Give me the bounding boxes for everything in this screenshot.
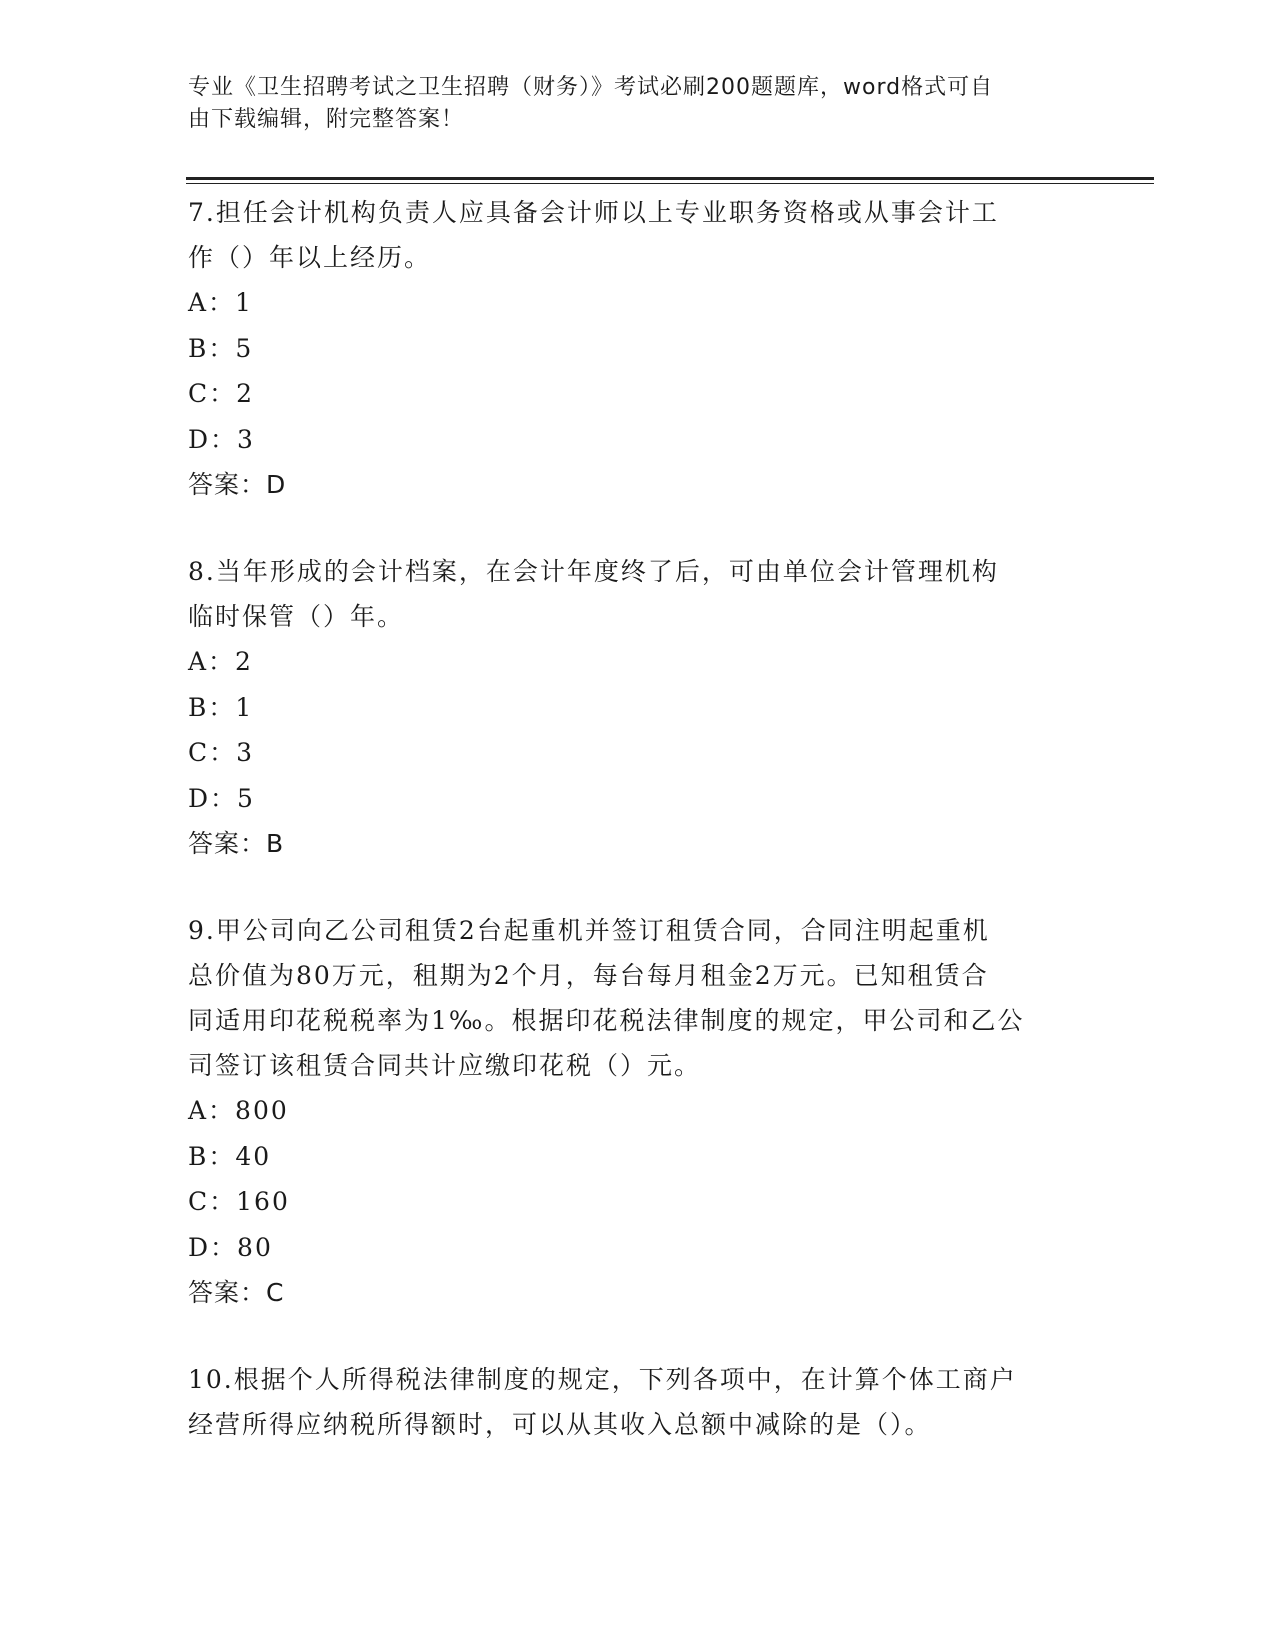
question-stem-line: 临时保管（）年。 bbox=[188, 602, 405, 631]
question-stem-line: 7.担任会计机构负责人应具备会计师以上专业职务资格或从事会计工 bbox=[188, 198, 999, 227]
answer-option: C：3 bbox=[188, 738, 255, 767]
header-line-1: 专业《卫生招聘考试之卫生招聘（财务）》考试必刷200题题库，word格式可自 bbox=[188, 75, 994, 100]
answer-option: B：5 bbox=[188, 333, 254, 363]
question-block bbox=[188, 190, 1088, 507]
header-divider-thick bbox=[186, 177, 1154, 180]
answer-option: D：3 bbox=[188, 424, 255, 454]
header-divider-thin bbox=[186, 183, 1154, 184]
answer-option: A：800 bbox=[188, 1096, 289, 1125]
question-stem-line: 经营所得应纳税所得额时，可以从其收入总额中减除的是（）。 bbox=[188, 1410, 932, 1439]
question-stem-line: 司签订该租赁合同共计应缴印花税（）元。 bbox=[188, 1051, 702, 1080]
question-list bbox=[188, 190, 1088, 1489]
answer-option: A：1 bbox=[188, 288, 253, 317]
answer-option: D：80 bbox=[188, 1232, 273, 1262]
answer-key: 答案：B bbox=[188, 829, 285, 858]
answer-option: A：2 bbox=[188, 647, 253, 676]
answer-key: 答案：C bbox=[188, 1278, 285, 1307]
question-stem-line: 8.当年形成的会计档案，在会计年度终了后，可由单位会计管理机构 bbox=[188, 557, 999, 586]
document-header bbox=[188, 72, 1068, 136]
question-stem-line: 作（）年以上经历。 bbox=[188, 243, 432, 272]
answer-option: C：160 bbox=[188, 1187, 290, 1216]
answer-option: B：40 bbox=[188, 1141, 272, 1171]
answer-option: D：5 bbox=[188, 783, 255, 813]
question-block bbox=[188, 549, 1088, 866]
header-line-2: 由下载编辑，附完整答案！ bbox=[188, 107, 465, 132]
question-block bbox=[188, 908, 1088, 1315]
answer-key: 答案：D bbox=[188, 470, 287, 499]
question-block bbox=[188, 1357, 1088, 1447]
answer-option: C：2 bbox=[188, 379, 255, 408]
answer-option: B：1 bbox=[188, 692, 254, 722]
question-stem-line: 同适用印花税税率为1‰。根据印花税法律制度的规定，甲公司和乙公 bbox=[188, 1006, 1025, 1035]
question-stem-line: 9.甲公司向乙公司租赁2台起重机并签订租赁合同，合同注明起重机 bbox=[188, 916, 990, 945]
question-stem-line: 总价值为80万元，租期为2个月，每台每月租金2万元。已知租赁合 bbox=[188, 961, 989, 990]
question-stem-line: 10.根据个人所得税法律制度的规定，下列各项中，在计算个体工商户 bbox=[188, 1365, 1017, 1394]
